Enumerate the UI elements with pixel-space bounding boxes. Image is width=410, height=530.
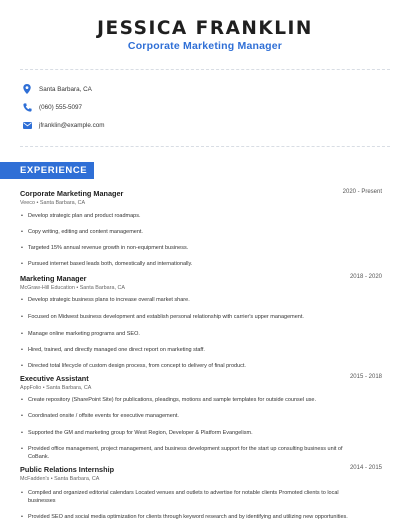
phone-icon — [22, 102, 32, 112]
bullet-item: • Focused on Midwest business development and establish personal relationship with carrier's upper management. — [20, 313, 380, 321]
contact-email-text[interactable]: jfranklin@example.com — [39, 121, 105, 129]
bullet-item: • Pursued internet based leads both, domestically and internationally. — [20, 260, 380, 268]
divider — [20, 146, 390, 147]
contact-phone — [20, 102, 82, 112]
job-company: McFadden's • Santa Barbara, CA — [20, 476, 100, 482]
bullet-item: • Coordinated onsite / offsite events for executive management. — [20, 412, 380, 420]
job-company: AppFolio • Santa Barbara, CA — [20, 385, 92, 391]
bullet-item: • Develop strategic plan and product roadmaps. — [20, 212, 380, 220]
contact-email[interactable] — [20, 120, 105, 130]
bullet-continuation: CoBank. — [28, 454, 50, 460]
bullet-item: • Compiled and organized editorial calendars Located venues and outlets to advertise for notable clients Promoted clients to local — [20, 489, 380, 497]
contact-location — [20, 84, 92, 94]
job-title: Corporate Marketing Manager — [20, 189, 124, 198]
bullet-continuation: businesses — [28, 498, 56, 504]
job-company: Veeco • Santa Barbara, CA — [20, 200, 86, 206]
bullet-item: • Copy writing, editing and content management. — [20, 228, 380, 236]
job-dates: 2018 - 2020 — [349, 274, 382, 280]
bullet-item: • Targeted 15% annual revenue growth in non-equipment business. — [20, 244, 380, 252]
contact-phone-text: (060) 555-5097 — [39, 103, 83, 111]
bullet-item: • Hired, trained, and directly managed one direct report on marketing staff. — [20, 346, 380, 354]
job-title: Marketing Manager — [20, 274, 87, 283]
contact-location-text: Santa Barbara, CA — [39, 85, 92, 93]
job-company: McGraw-Hill Education • Santa Barbara, CA — [20, 285, 125, 291]
bullet-item: • Create repository (SharePoint Site) for publications, pleadings, motions and sample templates for outside counsel use. — [20, 396, 380, 404]
bullet-item: • Develop strategic business plans to increase overall market share. — [20, 296, 380, 304]
job-title: Executive Assistant — [20, 374, 89, 383]
section-heading-experience: EXPERIENCE — [0, 162, 94, 179]
location-pin-icon — [22, 84, 32, 94]
email-icon — [22, 120, 32, 130]
resume-name: JESSICA FRANKLIN — [97, 18, 313, 39]
bullet-item: • Provided SEO and social media optimization for clients through keyword research and by identifying and utilizing new opportunities. — [20, 513, 380, 521]
job-title: Public Relations Internship — [20, 465, 115, 474]
divider — [20, 69, 390, 70]
bullet-item: • Supported the GM and marketing group for West Region, Developer & Platform Evangelism. — [20, 429, 380, 437]
job-dates: 2015 - 2018 — [349, 374, 382, 380]
job-dates: 2014 - 2015 — [349, 465, 382, 471]
resume-role: Corporate Marketing Manager — [127, 40, 283, 52]
bullet-item: • Manage online marketing programs and SEO. — [20, 330, 380, 338]
job-dates: 2020 - Present — [342, 189, 382, 195]
bullet-item: • Provided office management, project management, and business development support for the start up consulting business unit of — [20, 445, 380, 453]
bullet-item: • Directed total lifecycle of custom design process, from concept to delivery of final product. — [20, 362, 380, 370]
